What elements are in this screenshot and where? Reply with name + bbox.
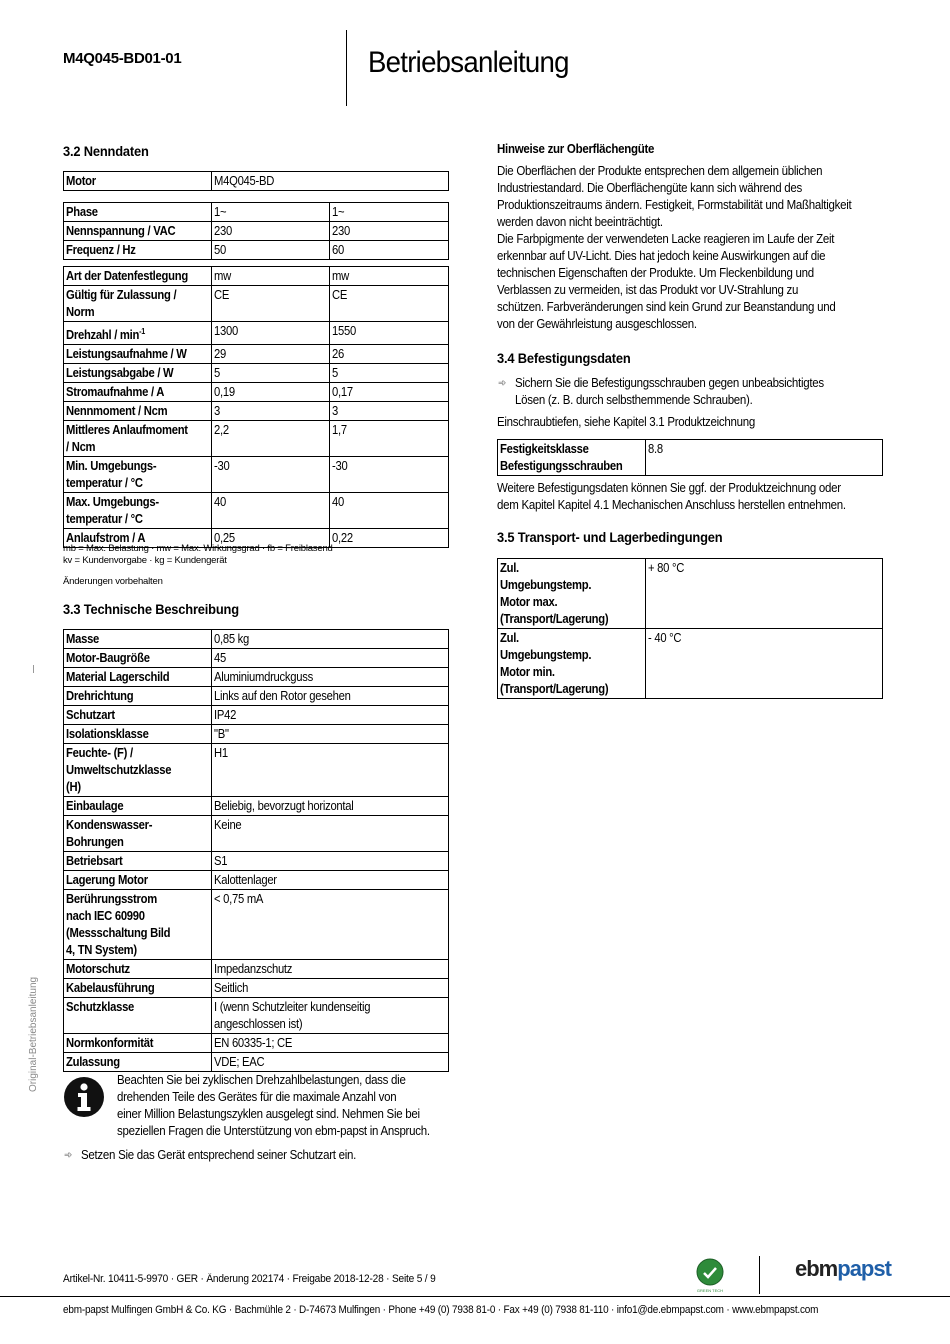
table-row — [64, 1034, 449, 1053]
table-row — [498, 559, 883, 629]
parameter-value: Keine — [212, 816, 449, 852]
value-50hz: 50 — [212, 241, 330, 260]
table-row — [64, 890, 449, 960]
table-row — [64, 172, 449, 191]
fixing-instruction — [515, 375, 851, 409]
performance-data-table — [63, 266, 449, 548]
parameter-value: I (wenn Schutzleiter kundenseitig angeschlossen ist) — [212, 998, 449, 1034]
screw-depth-text: Einschraubtiefen, siehe Kapitel 3.1 Produktzeichnung — [497, 415, 756, 429]
parameter-label: Nennspannung / VAC — [64, 222, 212, 241]
value-60hz: 1550 — [330, 322, 449, 345]
parameter-label: Drehrichtung — [64, 687, 212, 706]
table-row — [64, 241, 449, 260]
table-row — [64, 725, 449, 744]
arrow-bullet-icon: ➾ — [498, 378, 507, 389]
value-60hz: 230 — [330, 222, 449, 241]
text-line: Die Farbpigmente der verwendeten Lacke reagieren im Laufe der Zeit — [497, 232, 835, 246]
value-50hz: 1~ — [212, 203, 330, 222]
parameter-value: Beliebig, bevorzugt horizontal — [212, 797, 449, 816]
ebmpapst-logo: ebmpapst — [795, 1256, 891, 1281]
parameter-label: Art der Datenfestlegung — [64, 267, 212, 286]
parameter-label: Drehzahl / $\min^{-1}$ — [64, 322, 212, 345]
text-line: Weitere Befestigungsdaten können Sie ggf. der Produktzeichnung oder — [497, 481, 841, 495]
table-row — [64, 744, 449, 797]
table-row — [64, 267, 449, 286]
protection-instruction: Setzen Sie das Gerät entsprechend seiner Schutzart ein. — [81, 1148, 357, 1162]
parameter-label: Min. Umgebungs- temperatur / °C — [64, 457, 212, 493]
text-line: dem Kapitel Kapitel 4.1 Mechanischen Anschluss herstellen entnehmen. — [497, 498, 846, 512]
parameter-label: Leistungsabgabe / W — [64, 364, 212, 383]
parameter-label: Isolationsklasse — [64, 725, 212, 744]
table-row — [64, 706, 449, 725]
parameter-label: Stromaufnahme / A — [64, 383, 212, 402]
parameter-value: Kalottenlager — [212, 871, 449, 890]
table-row — [64, 687, 449, 706]
side-label: Original-Betriebsanleitung — [28, 976, 39, 1092]
value-60hz: -30 — [330, 457, 449, 493]
value-50hz: 2,2 — [212, 421, 330, 457]
condition-value: - 40 °C — [646, 629, 883, 699]
parameter-label: Zulassung — [64, 1053, 212, 1072]
parameter-label: Lagerung Motor — [64, 871, 212, 890]
text-line: Lösen (z. B. durch selbsthemmende Schrauben). — [515, 393, 753, 407]
table-row — [64, 402, 449, 421]
table-row — [64, 816, 449, 852]
abbreviation-note-2: kv = Kundenvorgabe · kg = Kundengerät — [63, 555, 227, 566]
value-60hz: 26 — [330, 345, 449, 364]
parameter-value: 45 — [212, 649, 449, 668]
transport-table — [497, 558, 883, 699]
document-title: Betriebsanleitung — [368, 46, 569, 79]
value-50hz: 0,19 — [212, 383, 330, 402]
text-line: erkennbar auf UV-Licht. Dies hat jedoch keine Auswirkungen auf die — [497, 249, 826, 263]
value-60hz: 1,7 — [330, 421, 449, 457]
table-row — [64, 649, 449, 668]
text-line: Verblassen zu vermeiden, ist das Produkt vor UV-Strahlung zu — [497, 283, 799, 297]
logo-divider — [759, 1256, 760, 1294]
parameter-label: Masse — [64, 630, 212, 649]
parameter-value: Impedanzschutz — [212, 960, 449, 979]
text-line: drehenden Teile des Gerätes für die maximale Anzahl von — [117, 1090, 397, 1104]
table-row — [64, 852, 449, 871]
article-info: Artikel-Nr. 10411-5-9970 · GER · Änderung 202174 · Freigabe 2018-12-28 · Seite 5 / 9 — [63, 1273, 436, 1285]
margin-tick — [33, 665, 34, 673]
fixing-value: 8.8 — [646, 440, 883, 476]
text-line: technischen Eigenschaften der Produkte. Um Fleckenbildung und — [497, 266, 814, 280]
value-60hz: 40 — [330, 493, 449, 529]
parameter-value: 0,85 kg — [212, 630, 449, 649]
parameter-value: H1 — [212, 744, 449, 797]
table-row — [64, 222, 449, 241]
arrow-bullet-icon: ➾ — [64, 1150, 73, 1161]
value-60hz: 3 — [330, 402, 449, 421]
abbreviation-note-1: mb = Max. Belastung · mw = Max. Wirkungsgrad · fb = Freiblasend — [63, 543, 333, 554]
value-60hz: mw — [330, 267, 449, 286]
text-line: Produktionszeitraums ändern. Festigkeit, Formstabilität und Maßhaltigkeit — [497, 198, 852, 212]
table-row — [64, 493, 449, 529]
text-line: Beachten Sie bei zyklischen Drehzahlbelastungen, dass die — [117, 1073, 406, 1087]
value-50hz: -30 — [212, 457, 330, 493]
parameter-value: VDE; EAC — [212, 1053, 449, 1072]
info-icon — [63, 1076, 105, 1118]
motor-value: M4Q045-BD — [212, 172, 449, 191]
parameter-label: Anlaufstrom / A — [64, 529, 212, 548]
parameter-value: Seitlich — [212, 979, 449, 998]
parameter-label: Nennmoment / Ncm — [64, 402, 212, 421]
condition-label: Zul. Umgebungstemp. Motor min. (Transport/Lagerung) — [498, 629, 646, 699]
motor-label: Motor — [64, 172, 212, 191]
value-60hz: 0,22 — [330, 529, 449, 548]
parameter-label: Schutzklasse — [64, 998, 212, 1034]
table-row — [64, 457, 449, 493]
table-row — [64, 630, 449, 649]
changes-reserved-note: Änderungen vorbehalten — [63, 576, 163, 587]
parameter-label: Betriebsart — [64, 852, 212, 871]
text-line: werden davon nicht beeinträchtigt. — [497, 215, 663, 229]
parameter-value: S1 — [212, 852, 449, 871]
parameter-label: Material Lagerschild — [64, 668, 212, 687]
further-fixing-text — [497, 480, 876, 514]
parameter-label: Kondenswasser- Bohrungen — [64, 816, 212, 852]
parameter-label: Berührungsstrom nach IEC 60990 (Messschaltung Bild 4, TN System) — [64, 890, 212, 960]
value-50hz: 3 — [212, 402, 330, 421]
text-line: Die Oberflächen der Produkte entsprechen dem allgemein üblichen — [497, 164, 823, 178]
value-60hz: 1~ — [330, 203, 449, 222]
value-60hz: 5 — [330, 364, 449, 383]
table-row — [64, 286, 449, 322]
footer-rule — [0, 1296, 950, 1297]
table-row — [64, 871, 449, 890]
parameter-label: Feuchte- (F) / Umweltschutzklasse (H) — [64, 744, 212, 797]
value-50hz: 5 — [212, 364, 330, 383]
parameter-label: Phase — [64, 203, 212, 222]
parameter-label: Kabelausführung — [64, 979, 212, 998]
electrical-data-table — [63, 202, 449, 260]
value-50hz: 29 — [212, 345, 330, 364]
fixing-table — [497, 439, 883, 476]
parameter-label: Max. Umgebungs- temperatur / °C — [64, 493, 212, 529]
green-tech-badge-icon — [696, 1258, 724, 1286]
section-title-nenndaten: 3.2 Nenndaten — [63, 143, 149, 159]
condition-value: + 80 °C — [646, 559, 883, 629]
parameter-label: Frequenz / Hz — [64, 241, 212, 260]
parameter-value: EN 60335-1; CE — [212, 1034, 449, 1053]
header-divider — [346, 30, 347, 106]
table-row — [64, 797, 449, 816]
table-row — [498, 629, 883, 699]
parameter-value: Aluminiumdruckguss — [212, 668, 449, 687]
text-line: von der Gewährleistung ausgeschlossen. — [497, 317, 697, 331]
table-row — [64, 421, 449, 457]
value-60hz: CE — [330, 286, 449, 322]
parameter-value: < 0,75 mA — [212, 890, 449, 960]
parameter-label: Motor-Baugröße — [64, 649, 212, 668]
surface-quality-title: Hinweise zur Oberflächengüte — [497, 142, 655, 156]
parameter-value: IP42 — [212, 706, 449, 725]
value-60hz: 60 — [330, 241, 449, 260]
text-line: schützen. Farbveränderungen sind kein Grund zur Beanstandung und — [497, 300, 836, 314]
parameter-label: Mittleres Anlaufmoment / Ncm — [64, 421, 212, 457]
section-title-befestigungsdaten: 3.4 Befestigungsdaten — [497, 350, 631, 366]
parameter-label: Leistungsaufnahme / W — [64, 345, 212, 364]
table-row — [64, 322, 449, 345]
value-50hz: 230 — [212, 222, 330, 241]
value-50hz: 1300 — [212, 322, 330, 345]
table-row — [64, 364, 449, 383]
motor-table — [63, 171, 449, 191]
table-row — [64, 668, 449, 687]
section-title-technische-beschreibung: 3.3 Technische Beschreibung — [63, 601, 239, 617]
text-line: speziellen Fragen die Unterstützung von ebm-papst in Anspruch. — [117, 1124, 430, 1138]
info-note-text — [117, 1072, 457, 1140]
table-row — [498, 440, 883, 476]
table-row — [64, 383, 449, 402]
table-row — [64, 998, 449, 1034]
green-tech-label: GREEN TECH — [696, 1288, 724, 1293]
parameter-label: Motorschutz — [64, 960, 212, 979]
surface-quality-text — [497, 163, 882, 333]
parameter-label: Einbaulage — [64, 797, 212, 816]
text-line: Industriestandard. Die Oberflächengüte kann sich während des — [497, 181, 803, 195]
table-row — [64, 960, 449, 979]
table-row — [64, 345, 449, 364]
parameter-value: "B" — [212, 725, 449, 744]
fixing-label: Festigkeitsklasse Befestigungsschrauben — [498, 440, 646, 476]
document-model-number: M4Q045-BD01-01 — [63, 50, 182, 67]
value-50hz: 40 — [212, 493, 330, 529]
section-title-transport: 3.5 Transport- und Lagerbedingungen — [497, 529, 723, 545]
value-50hz: 0,25 — [212, 529, 330, 548]
table-row — [64, 203, 449, 222]
company-contact: ebm-papst Mulfingen GmbH & Co. KG · Bachmühle 2 · D-74673 Mulfingen · Phone +49 (0) 7938 81-0 · Fax +49 (0) 7938 81-110 · info1@de.ebmpapst.com · www.ebmpapst.com — [63, 1304, 819, 1316]
value-60hz: 0,17 — [330, 383, 449, 402]
text-line: Sichern Sie die Befestigungsschrauben gegen unbeabsichtigtes — [515, 376, 824, 390]
condition-label: Zul. Umgebungstemp. Motor max. (Transport/Lagerung) — [498, 559, 646, 629]
table-row — [64, 979, 449, 998]
text-line: einer Million Belastungszyklen ausgelegt sind. Nehmen Sie bei — [117, 1107, 420, 1121]
parameter-value: Links auf den Rotor gesehen — [212, 687, 449, 706]
technical-description-table — [63, 629, 449, 1072]
parameter-label: Normkonformität — [64, 1034, 212, 1053]
table-row — [64, 1053, 449, 1072]
value-50hz: CE — [212, 286, 330, 322]
parameter-label: Gültig für Zulassung / Norm — [64, 286, 212, 322]
value-50hz: mw — [212, 267, 330, 286]
parameter-label: Schutzart — [64, 706, 212, 725]
